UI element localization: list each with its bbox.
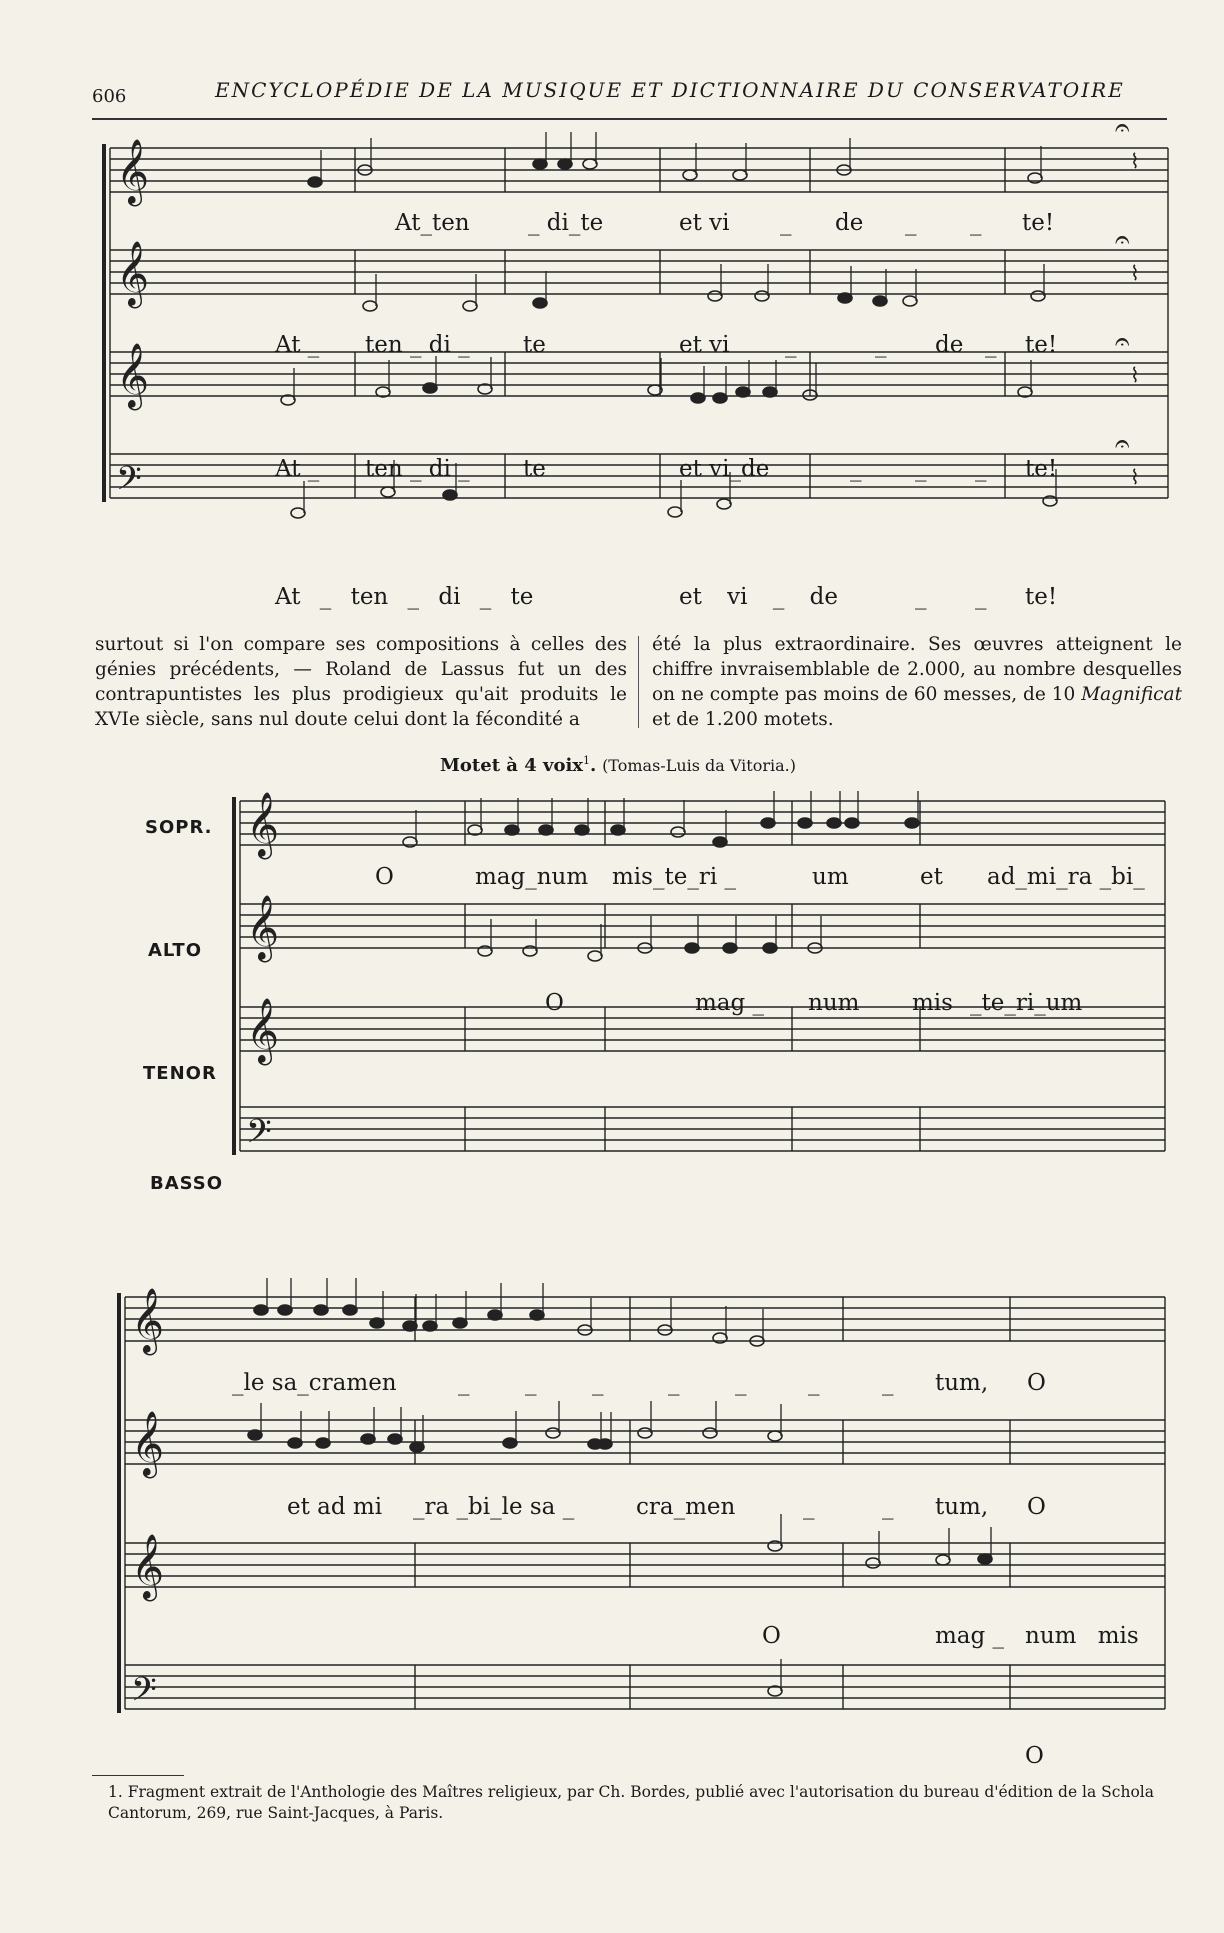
note-head — [443, 490, 457, 500]
lyric-s3-v2-7: O — [1027, 1494, 1046, 1520]
note-head — [314, 1305, 328, 1315]
note-head — [343, 1305, 357, 1315]
note-head — [768, 1431, 782, 1441]
treble-clef-icon: 𝄞 — [131, 1411, 165, 1476]
lyric-s3-v1-2: _ — [458, 1370, 470, 1396]
lyric-s1-v3-1: At _ — [275, 456, 320, 482]
note-head — [713, 393, 727, 403]
note-head — [598, 1439, 612, 1449]
treble-clef-icon: 𝄞 — [131, 1288, 165, 1353]
note-head — [316, 1438, 330, 1448]
lyric-s1-v3-2: ten _ di _ — [365, 456, 470, 482]
lyric-s3-v3-3: num mis — [1025, 1623, 1139, 1649]
lyric-s1-v3-4: et vi_de — [679, 456, 770, 482]
lyric-s1-v2-4: et vi — [679, 332, 730, 358]
note-head — [691, 393, 705, 403]
note-head — [717, 499, 731, 509]
note-head — [403, 1321, 417, 1331]
text-left-column: surtout si l'on compare ses compositions à celles des génies précédents, — Roland de Lassus fut un des contrapuntistes les plus prodigieux qu'ait produits le XVIe siècle, sans nul doute celui dont la fécondité a — [95, 634, 627, 730]
lyric-s3-v2-1: et ad mi — [287, 1494, 383, 1520]
end-ornament-icon: ⌇ — [1130, 149, 1140, 173]
lyric-s1-v2-2: ten _ di _ — [365, 332, 470, 358]
note-head — [763, 387, 777, 397]
note-head — [575, 825, 589, 835]
lyric-s1-v1-7: _ — [970, 210, 982, 236]
note-head — [361, 1434, 375, 1444]
note-head — [533, 298, 547, 308]
note-head — [903, 296, 917, 306]
note-head — [423, 1321, 437, 1331]
motet-title-text: Motet à 4 voix — [440, 755, 584, 776]
lyric-s1-v1-6: _ — [905, 210, 917, 236]
bass-clef-icon: 𝄢 — [131, 1671, 157, 1717]
note-head — [410, 1442, 424, 1452]
running-header: ENCYCLOPÉDIE DE LA MUSIQUE ET DICTIONNAIRE DU CONSERVATOIRE — [215, 78, 1125, 102]
lyric-s2-v2-5: _te_ri_um — [970, 990, 1083, 1016]
lyric-s1-v1-8: te! — [1022, 210, 1055, 236]
note-head — [539, 825, 553, 835]
note-head — [638, 1428, 652, 1438]
lyric-s2-v2-4: mis — [912, 990, 953, 1016]
note-head — [611, 825, 625, 835]
note-head — [291, 508, 305, 518]
note-head — [381, 487, 395, 497]
lyric-s1-v2-5: _ — [785, 332, 797, 358]
lyric-s3-v3-2: mag _ — [935, 1623, 1005, 1649]
motet-composer: (Tomas-Luis da Vitoria.) — [602, 756, 796, 775]
note-head — [703, 1428, 717, 1438]
text-right-column — [652, 632, 1182, 732]
lyric-s2-v2-3: num — [808, 990, 860, 1016]
text-right-part-2: et de 1.200 motets. — [652, 709, 834, 730]
note-head — [453, 1318, 467, 1328]
note-head — [736, 387, 750, 397]
end-ornament-icon: ⌇ — [1130, 261, 1140, 285]
score-system-1 — [110, 113, 1170, 598]
lyric-s1-v2-7: de — [935, 332, 964, 358]
note-head — [683, 170, 697, 180]
note-head — [488, 1310, 502, 1320]
note-head — [671, 827, 685, 837]
treble-clef-icon: 𝄞 — [131, 1534, 165, 1599]
lyric-s3-v2-3: cra_men — [636, 1494, 736, 1520]
note-head — [558, 159, 572, 169]
note-head — [873, 296, 887, 306]
lyric-s3-v2-6: tum, — [935, 1494, 989, 1520]
page-number: 606 — [92, 86, 127, 107]
text-right-italic: Magnificat — [1081, 684, 1182, 705]
note-head — [288, 1438, 302, 1448]
lyric-s1-v4-3: _ — [915, 584, 927, 610]
column-rule — [638, 636, 639, 728]
fermata-icon: 𝄐 — [1115, 225, 1130, 255]
lyric-s3-v1-10: O — [1027, 1370, 1046, 1396]
lyric-s1-v3-3: te — [523, 456, 546, 482]
note-head — [388, 1434, 402, 1444]
lyric-s1-v2-3: te — [523, 332, 546, 358]
lyric-s1-v3-6: _ — [915, 456, 927, 482]
note-head — [278, 1305, 292, 1315]
note-head — [254, 1305, 268, 1315]
lyric-s1-v1-2: _ di_te — [528, 210, 604, 236]
lyric-s1-v4-1: At _ ten _ di _ te — [275, 584, 534, 610]
voice-label-tenor: TENOR — [143, 1063, 217, 1084]
lyric-s3-v1-8: _ — [882, 1370, 894, 1396]
lyric-s1-v2-8: _ — [985, 332, 997, 358]
footnote: 1. Fragment extrait de l'Anthologie des Maîtres religieux, par Ch. Bordes, publié avec l'autorisation du bureau d'édition de la Schola Cantorum, 269, rue Saint-Jacques, à Paris. — [108, 1783, 1154, 1822]
note-head — [761, 818, 775, 828]
note-head — [463, 301, 477, 311]
bass-clef-icon: 𝄢 — [246, 1113, 272, 1159]
lyric-s1-v2-6: _ — [875, 332, 887, 358]
lyric-s3-v1-6: _ — [735, 1370, 747, 1396]
note-head — [423, 383, 437, 393]
treble-clef-icon: 𝄞 — [246, 998, 280, 1063]
lyric-s1-v1-1: At_ten — [395, 210, 470, 236]
fermata-icon: 𝄐 — [1115, 113, 1130, 143]
end-ornament-icon: ⌇ — [1130, 363, 1140, 387]
lyric-s3-v2-5: _ — [882, 1494, 894, 1520]
lyric-s1-v2-1: At _ — [275, 332, 320, 358]
note-head — [755, 291, 769, 301]
lyric-s1-v2-9: te! — [1025, 332, 1058, 358]
treble-clef-icon: 𝄞 — [246, 792, 280, 857]
fermata-icon: 𝄐 — [1115, 429, 1130, 459]
lyric-s3-v2-2: _ra _bi_le sa _ — [413, 1494, 575, 1520]
note-head — [363, 301, 377, 311]
note-head — [308, 177, 322, 187]
note-head — [978, 1554, 992, 1564]
lyric-s2-v1-2: mag_num — [475, 864, 589, 890]
note-head — [583, 159, 597, 169]
note-head — [733, 170, 747, 180]
note-head — [838, 293, 852, 303]
note-head — [505, 825, 519, 835]
lyric-s2-v1-5: et — [920, 864, 943, 890]
voice-label-basso: BASSO — [150, 1173, 224, 1194]
note-head — [866, 1558, 880, 1568]
lyric-s1-v3-7: _ — [975, 456, 987, 482]
note-head — [713, 837, 727, 847]
note-head — [936, 1555, 950, 1565]
note-head — [723, 943, 737, 953]
footnote-mark: 1 — [583, 754, 591, 767]
text-right-part-1: été la plus extraordinaire. Ses œuvres atteignent le chiffre invraisemblable de 2.000, au nombre desquelles on ne compte pas moins de 60 messes, de 10 — [652, 634, 1182, 705]
lyric-s3-v1-3: _ — [525, 1370, 537, 1396]
note-head — [845, 818, 859, 828]
lyric-s2-v1-1: O — [375, 864, 394, 890]
header-rule — [92, 118, 1167, 120]
note-head — [588, 951, 602, 961]
note-head — [248, 1430, 262, 1440]
note-head — [708, 291, 722, 301]
lyric-s3-v1-7: _ — [808, 1370, 820, 1396]
note-head — [530, 1310, 544, 1320]
fermata-icon: 𝄐 — [1115, 327, 1130, 357]
note-head — [668, 507, 682, 517]
lyric-s2-v1-3: mis_te_ri _ — [612, 864, 736, 890]
note-head — [798, 818, 812, 828]
lyric-s2-v1-6: ad_mi_ra _bi_ — [987, 864, 1145, 890]
note-head — [533, 159, 547, 169]
lyric-s3-v1-4: _ — [592, 1370, 604, 1396]
end-ornament-icon: ⌇ — [1130, 465, 1140, 489]
lyric-s3-v4-1: O — [1025, 1743, 1044, 1769]
note-head — [685, 943, 699, 953]
lyric-s1-v1-3: et vi — [679, 210, 730, 236]
note-head — [763, 943, 777, 953]
lyric-s3-v2-4: _ — [803, 1494, 815, 1520]
lyric-s1-v1-5: de — [835, 210, 864, 236]
lyric-s3-v1-5: _ — [668, 1370, 680, 1396]
treble-clef-icon: 𝄞 — [246, 895, 280, 960]
lyric-s1-v4-2: et vi _ de — [679, 584, 838, 610]
lyric-s3-v1-9: tum, — [935, 1370, 989, 1396]
treble-clef-icon: 𝄞 — [116, 343, 150, 408]
note-head — [1031, 291, 1045, 301]
lyric-s2-v2-1: O — [545, 990, 564, 1016]
lyric-s1-v1-4: _ — [780, 210, 792, 236]
voice-label-soprano: SOPR. — [145, 817, 213, 838]
lyric-s3-v1-1: _le sa_cramen — [232, 1370, 397, 1396]
lyric-s1-v3-8: te! — [1025, 456, 1058, 482]
lyric-s1-v4-5: te! — [1025, 584, 1058, 610]
bass-clef-icon: 𝄢 — [116, 460, 142, 506]
note-head — [370, 1318, 384, 1328]
lyric-s1-v3-5: _ — [850, 456, 862, 482]
lyric-s2-v2-2: mag _ — [695, 990, 765, 1016]
lyric-s1-v4-4: _ — [975, 584, 987, 610]
treble-clef-icon: 𝄞 — [116, 139, 150, 204]
voice-label-alto: ALTO — [148, 940, 203, 961]
note-head — [827, 818, 841, 828]
note-head — [905, 818, 919, 828]
lyric-s2-v1-4: um — [812, 864, 849, 890]
note-head — [503, 1438, 517, 1448]
lyric-s3-v3-1: O — [762, 1623, 781, 1649]
footnote-rule — [92, 1775, 184, 1776]
note-head — [546, 1428, 560, 1438]
treble-clef-icon: 𝄞 — [116, 241, 150, 306]
motet-title: Motet à 4 voix$^1$. (Tomas-Luis da Vitoria.) — [440, 754, 796, 776]
